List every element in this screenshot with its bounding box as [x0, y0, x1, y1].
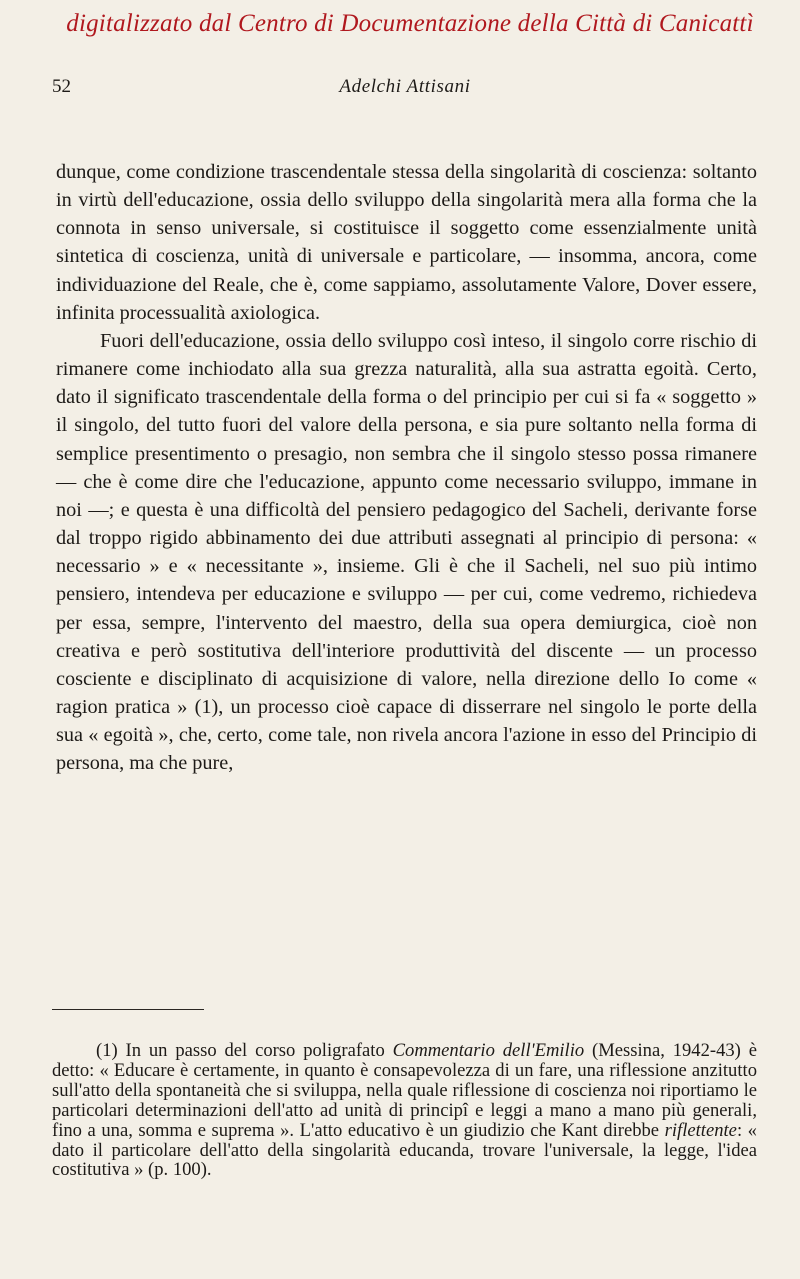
footnote-separator — [52, 1009, 204, 1010]
footnote-text-part-1: In un passo del corso poligrafato — [117, 1040, 393, 1061]
running-head: Adelchi Attisani — [339, 76, 471, 97]
footnote-text-part-3: : « dato il particolare dell'atto della singolarità educanda, trovare l'universale, la legge, l'idea costitutiva » (p. 100). — [52, 1119, 757, 1181]
page-header — [52, 72, 758, 102]
main-text — [56, 158, 757, 777]
page-number: 52 — [52, 76, 71, 97]
digitization-watermark: digitalizzato dal Centro di Documentazione della Città di Canicattì — [66, 10, 754, 37]
paragraph-1: dunque, come condizione trascendentale stessa della singolarità di coscienza: soltanto in virtù dell'educazione, ossia dello sviluppo della singolarità mera alla forma che la connota in senso universale, si costituisce il soggetto come essenzialmente unità sintetica di coscienza, unità di universale e particolare, — insomma, ancora, come individuazione del Reale, che è, come sappiamo, assolutamente Valore, Dover essere, infinita processualità axiologica. — [56, 161, 757, 324]
footnote-1 — [52, 1041, 757, 1180]
paragraph-2: Fuori dell'educazione, ossia dello sviluppo così inteso, il singolo corre rischio di rimanere come inchiodato alla sua grezza naturalità, alla sua astratta egoità. Certo, dato il significato trascendentale della forma o del principio per cui si fa « soggetto » il singolo, del tutto fuori del valore della persona, e sia pure soltanto nella forma di semplice presentimento o presagio, non sembra che il singolo stesso possa rimanere — che è come dire che l'educazione, appunto come necessario sviluppo, immane in noi —; e questa è una difficoltà del pensiero pedagogico del Sacheli, derivante forse dal troppo rigido abbinamento dei due attributi assegnati al principio di persona: « necessario » e « necessitante », insieme. Gli è che il Sacheli, nel suo più intimo pensiero, intendeva per educazione e sviluppo — per cui, come vedremo, richiedeva per essa, sempre, l'intervento del maestro, della sua opera demiurgica, cioè non creativa e però sostitutiva dell'interiore produttività del discente — un processo cosciente e disciplinato di acquisizione di valore, nella direzione dello Io come « ragion pratica » (1), un processo cioè capace di disserrare nel singolo le porte della sua « egoità », che, certo, come tale, non rivela ancora l'azione in esso del Principio di persona, ma che pure, — [56, 329, 757, 775]
footnote-cited-title: Commentario dell'Emilio — [392, 1040, 585, 1061]
footnote-text — [52, 1041, 757, 1180]
footnote-text-part-2: (Messina, 1942-43) è detto: « Educare è certamente, in quanto è consapevolezza di un fare, una riflessione anzitutto sull'atto della spontaneità che si sviluppa, nella quale riflessione di coscienza noi riportiamo le particolari determinazioni dell'atto ad unità di principî e leggi a mano a mano più generali, fino a una, somma e suprema ». L'atto educativo è un giudizio che Kant direbbe — [52, 1040, 757, 1141]
footnote-italic-term: riflettente — [664, 1119, 737, 1141]
footnote-marker: (1) — [96, 1040, 118, 1061]
